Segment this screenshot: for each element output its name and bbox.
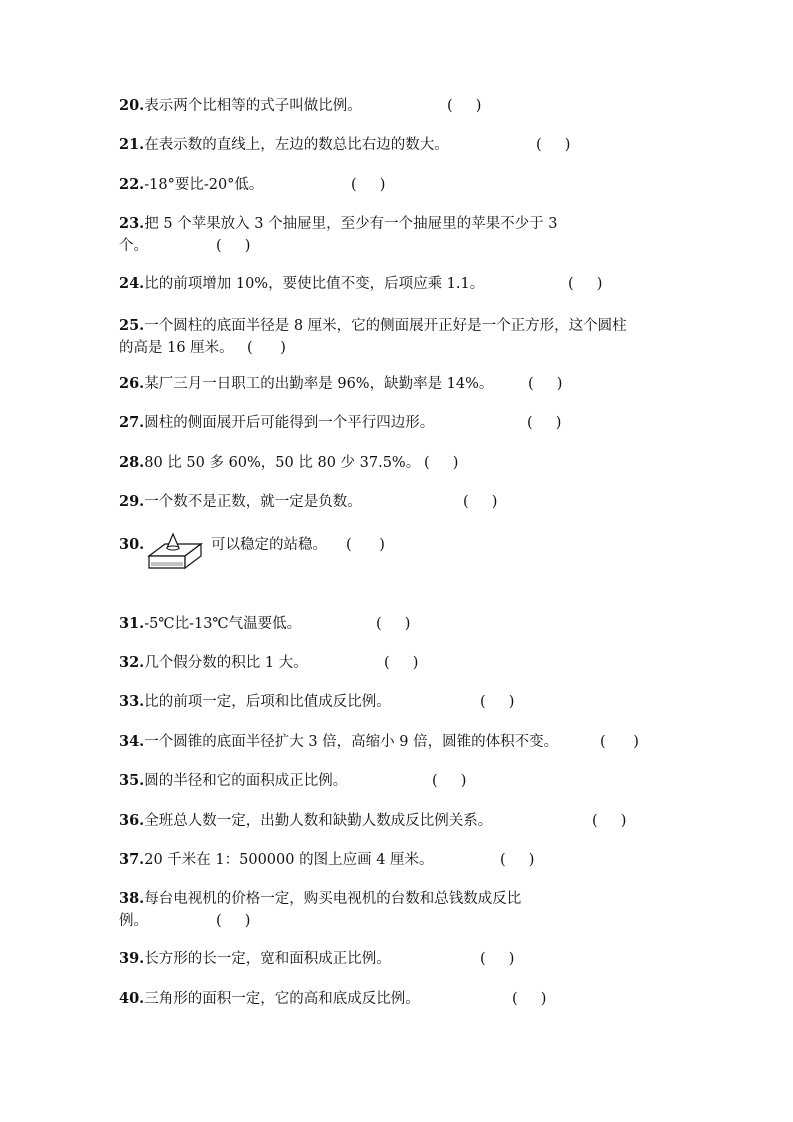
question-number: 25. — [119, 317, 145, 334]
question-number: 23. — [119, 215, 145, 232]
question-number: 28. — [119, 454, 145, 471]
question-text: -18°要比-20°低。 — [144, 177, 264, 193]
question-25 — [119, 315, 627, 359]
question-number: 21. — [119, 136, 145, 153]
question-30-text — [211, 534, 327, 556]
question-number: 29. — [119, 493, 145, 510]
question-21 — [119, 134, 449, 156]
question-text: 一个圆柱的底面半径是 8 厘米，它的侧面展开正好是一个正方形，这个圆柱 — [144, 318, 627, 334]
answer-blank[interactable]: ( ) — [512, 991, 547, 1007]
question-number: 31. — [119, 615, 145, 632]
question-22 — [119, 174, 263, 196]
question-text: 几个假分数的积比 1 大。 — [144, 655, 308, 671]
question-20 — [119, 95, 362, 117]
question-number: 37. — [119, 851, 145, 868]
question-text: 80 比 50 多 60%，50 比 80 少 37.5%。 — [144, 455, 421, 471]
question-26 — [119, 373, 493, 395]
question-number: 34. — [119, 733, 145, 750]
answer-blank[interactable]: ( ) — [568, 276, 603, 292]
question-text: 长方形的长一定，宽和面积成正比例。 — [144, 951, 391, 967]
question-29 — [119, 491, 362, 513]
question-text: 比的前项一定，后项和比值成反比例。 — [144, 694, 391, 710]
question-text: 把 5 个苹果放入 3 个抽屉里，至少有一个抽屉里的苹果不少于 3 — [144, 216, 558, 232]
answer-blank[interactable]: ( ) — [247, 340, 286, 356]
question-text-line2: 的高是 16 厘米。 — [119, 340, 234, 356]
question-number: 32. — [119, 654, 145, 671]
question-38 — [119, 888, 521, 932]
question-text: 三角形的面积一定，它的高和底成反比例。 — [144, 991, 420, 1007]
question-text-line2: 例。 — [119, 913, 148, 929]
question-number: 24. — [119, 275, 145, 292]
question-text: 比的前项增加 10%，要使比值不变，后项应乘 1.1。 — [144, 276, 485, 292]
answer-blank[interactable]: ( ) — [447, 98, 482, 114]
question-number: 33. — [119, 693, 145, 710]
answer-blank[interactable]: ( ) — [592, 813, 627, 829]
question-37 — [119, 849, 434, 871]
question-text: 圆柱的侧面展开后可能得到一个平行四边形。 — [144, 415, 435, 431]
question-text: 一个数不是正数，就一定是负数。 — [144, 494, 362, 510]
question-39 — [119, 948, 391, 970]
question-text: 某厂三月一日职工的出勤率是 96%，缺勤率是 14%。 — [144, 376, 494, 392]
question-number: 38. — [119, 890, 145, 907]
answer-blank[interactable]: ( ) — [432, 773, 467, 789]
question-36 — [119, 810, 492, 832]
cone-on-block-figure — [145, 530, 205, 574]
question-text: 一个圆锥的底面半径扩大 3 倍，高缩小 9 倍，圆锥的体积不变。 — [144, 734, 559, 750]
question-number: 36. — [119, 812, 145, 829]
question-text: 在表示数的直线上，左边的数总比右边的数大。 — [144, 137, 449, 153]
question-text: -5℃比-13℃气温要低。 — [144, 616, 302, 632]
question-27 — [119, 412, 434, 434]
question-40 — [119, 988, 420, 1010]
question-32 — [119, 652, 308, 674]
answer-blank[interactable]: ( ) — [216, 238, 251, 254]
question-number: 39. — [119, 950, 145, 967]
question-28 — [119, 452, 420, 474]
question-31 — [119, 613, 301, 635]
answer-blank[interactable]: ( ) — [216, 913, 251, 929]
question-text-line2: 个。 — [119, 238, 148, 254]
question-text: 每台电视机的价格一定，购买电视机的台数和总钱数成反比 — [144, 891, 522, 907]
question-number: 27. — [119, 414, 145, 431]
answer-blank[interactable]: ( ) — [480, 694, 515, 710]
question-33 — [119, 691, 391, 713]
answer-blank[interactable]: ( ) — [528, 376, 563, 392]
question-number: 22. — [119, 176, 145, 193]
question-number: 35. — [119, 772, 145, 789]
answer-blank[interactable]: ( ) — [527, 415, 562, 431]
answer-blank[interactable]: ( ) — [384, 655, 419, 671]
answer-blank[interactable]: ( ) — [463, 494, 498, 510]
question-number: 26. — [119, 375, 145, 392]
question-text: 圆的半径和它的面积成正比例。 — [144, 773, 348, 789]
question-number: 20. — [119, 97, 145, 114]
answer-blank[interactable]: ( ) — [346, 537, 385, 553]
question-text: 表示两个比相等的式子叫做比例。 — [144, 98, 362, 114]
question-24 — [119, 273, 484, 295]
question-number: 40. — [119, 990, 145, 1007]
answer-blank[interactable]: ( ) — [480, 951, 515, 967]
question-text: 全班总人数一定，出勤人数和缺勤人数成反比例关系。 — [144, 813, 493, 829]
question-number: 30. — [119, 536, 145, 553]
question-23 — [119, 213, 557, 257]
question-35 — [119, 770, 347, 792]
answer-blank[interactable]: ( ) — [536, 137, 571, 153]
answer-blank[interactable]: ( ) — [376, 616, 411, 632]
question-34 — [119, 731, 558, 753]
answer-blank[interactable]: ( ) — [351, 177, 386, 193]
answer-blank[interactable]: ( ) — [500, 852, 535, 868]
question-text: 20 千米在 1：500000 的图上应画 4 厘米。 — [144, 852, 434, 868]
question-30 — [119, 534, 144, 556]
answer-blank[interactable]: ( ) — [600, 734, 639, 750]
question-text: 可以稳定的站稳。 — [211, 537, 327, 553]
answer-blank[interactable]: ( ) — [424, 455, 459, 471]
